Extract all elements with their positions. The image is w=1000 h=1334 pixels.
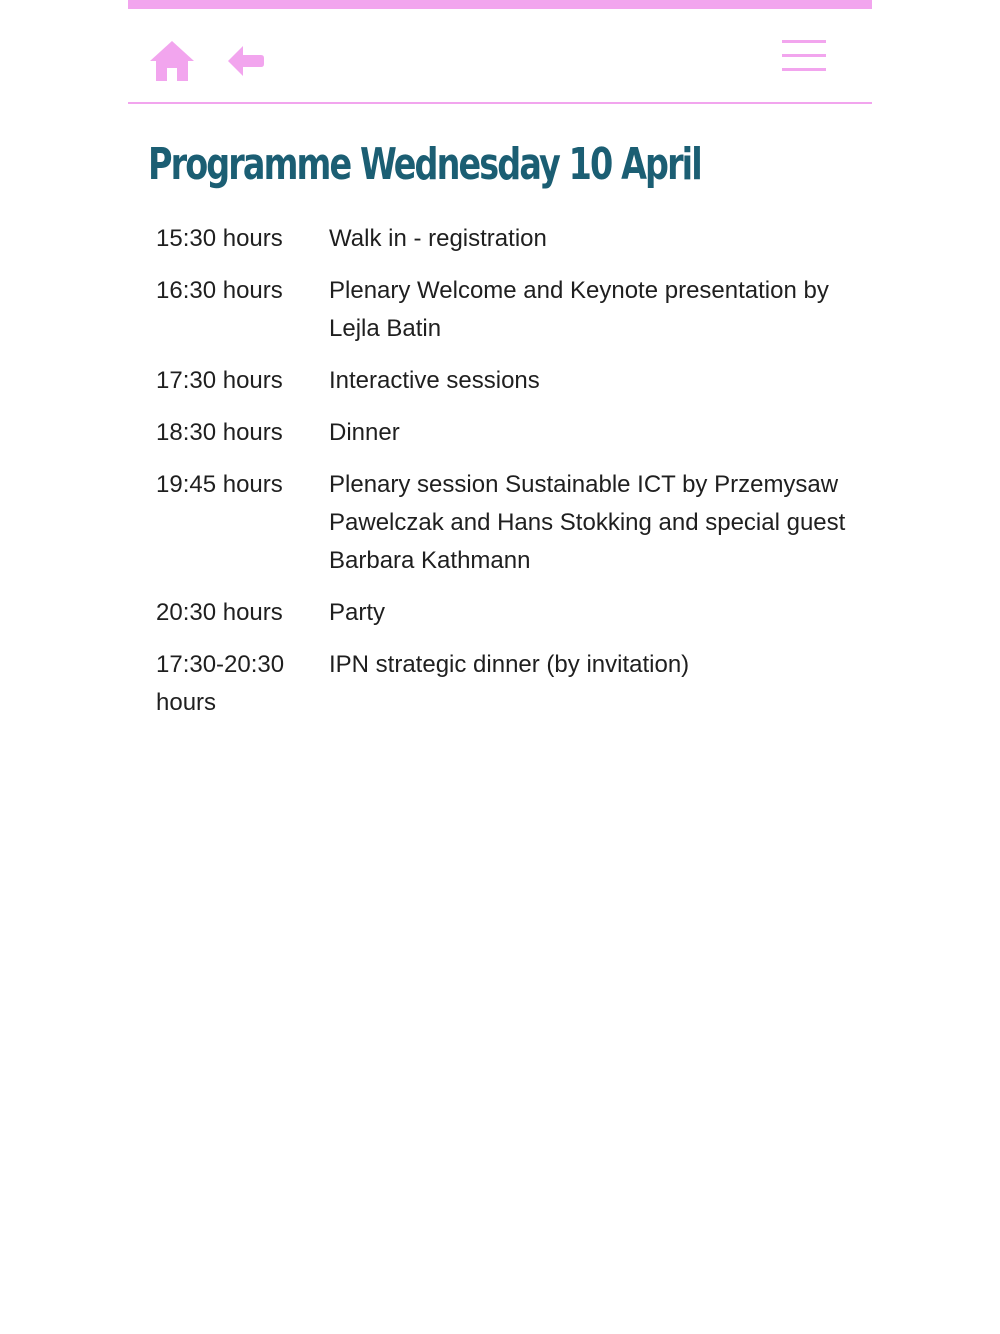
top-accent-bar (128, 0, 872, 9)
page-title: Programme Wednesday 10 April (148, 139, 701, 190)
programme-item-description: Plenary Welcome and Keynote presentation by Lejla Batin (329, 277, 829, 342)
programme-item (156, 646, 856, 722)
nav-divider (128, 102, 872, 104)
arrow-left-icon (226, 43, 266, 79)
programme-item (156, 362, 856, 400)
programme-item (156, 594, 856, 632)
programme-list (156, 220, 856, 736)
programme-item-time: 19:45 hours (156, 471, 283, 498)
programme-item-time: 17:30-20:30 hours (156, 651, 285, 716)
programme-item-description: Party (329, 599, 386, 626)
programme-item-description: IPN strategic dinner (by invitation) (329, 651, 690, 678)
home-button[interactable] (148, 39, 196, 83)
programme-item (156, 220, 856, 258)
hamburger-menu-icon (782, 38, 826, 74)
page-frame (128, 0, 872, 1334)
programme-item (156, 414, 856, 452)
programme-item (156, 466, 856, 580)
back-button[interactable] (226, 43, 266, 79)
programme-item-description: Plenary session Sustainable ICT by Przemysaw Pawelczak and Hans Stokking and special guest Barbara Kathmann (329, 471, 846, 574)
programme-item-description: Interactive sessions (329, 367, 540, 394)
home-icon (148, 39, 196, 83)
programme-item-time: 20:30 hours (156, 599, 283, 626)
programme-item-time: 18:30 hours (156, 419, 283, 446)
programme-item-description: Walk in - registration (329, 225, 547, 252)
programme-item-description: Dinner (329, 419, 400, 446)
programme-item-time: 17:30 hours (156, 367, 283, 394)
menu-button[interactable] (782, 38, 826, 74)
programme-item-time: 15:30 hours (156, 225, 283, 252)
top-nav (128, 9, 872, 102)
programme-item (156, 272, 856, 348)
programme-item-time: 16:30 hours (156, 277, 283, 304)
